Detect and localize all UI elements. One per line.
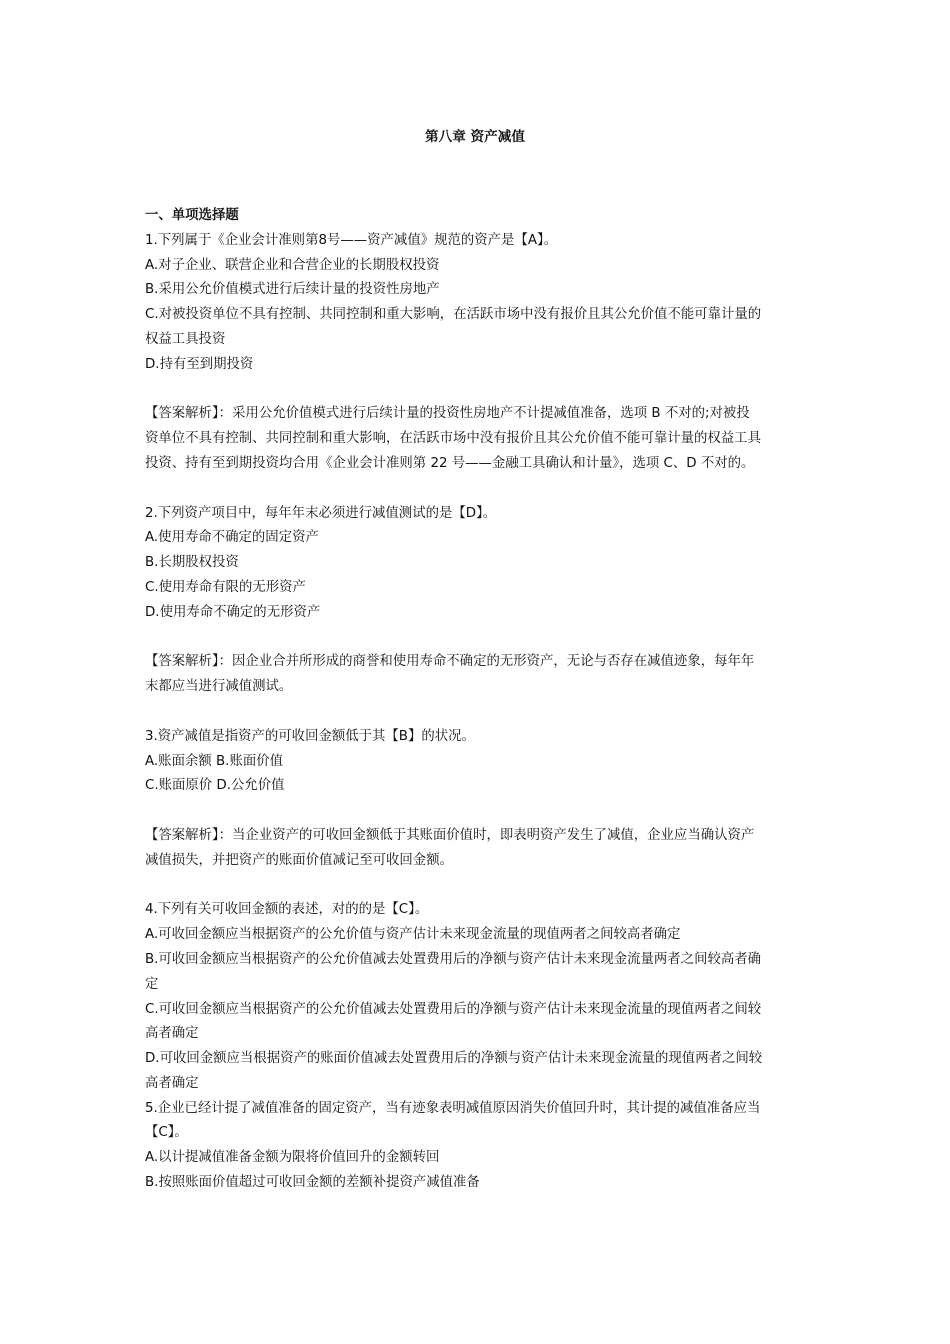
option-d: D.可收回金额应当根据资产的账面价值减去处置费用后的净额与资产估计未来现金流量的现值两者之间较	[145, 1051, 763, 1067]
option-c: C.使用寿命有限的无形资产	[145, 579, 306, 595]
option-d: D.持有至到期投资	[145, 356, 254, 372]
analysis-label: 【答案解析】	[145, 406, 219, 422]
question-5	[145, 1097, 810, 1196]
section-heading: 一、单项选择题	[145, 208, 239, 223]
options-c-d: C.账面原价 D.公允价值	[145, 778, 285, 794]
question-stem: 5.企业已经计提了减值准备的固定资产，当有迹象表明减值原因消失价值回升时，其计提的减值准备应当	[145, 1100, 761, 1116]
option-c: C.可收回金额应当根据资产的公允价值减去处置费用后的净额与资产估计未来现金流量的现值两者之间较	[145, 1001, 762, 1017]
option-a: A.使用寿命不确定的固定资产	[145, 530, 319, 546]
answer-analysis	[145, 402, 810, 476]
option-a: A.以计提减值准备金额为限将价值回升的金额转回	[145, 1150, 440, 1166]
document-body	[145, 204, 810, 1196]
question-stem-continued: 【C】。	[145, 1125, 188, 1141]
analysis-text: ：当企业资产的可收回金额低于其账面价值时，即表明资产发生了减值，企业应当确认资产	[218, 827, 755, 843]
question-2	[145, 502, 810, 700]
answer-analysis	[145, 650, 810, 700]
option-b: B.采用公允价值模式进行后续计量的投资性房地产	[145, 282, 440, 298]
option-b: B.长期股权投资	[145, 555, 239, 571]
answer-analysis	[145, 824, 810, 874]
option-a: A.对子企业、联营企业和合营企业的长期股权投资	[145, 257, 440, 273]
options-a-b: A.账面余额 B.账面价值	[145, 753, 284, 769]
question-stem: 2.下列资产项目中，每年年末必须进行减值测试的是【D】。	[145, 505, 497, 521]
analysis-text: 资单位不具有控制、共同控制和重大影响，在活跃市场中没有报价且其公允价值不能可靠计量的权益工具	[145, 431, 761, 447]
question-stem: 3.资产减值是指资产的可收回金额低于其【B】的状况。	[145, 728, 475, 744]
chapter-title: 第八章 资产减值	[425, 129, 525, 145]
analysis-text: ：采用公允价值模式进行后续计量的投资性房地产不计提减值准备，选项 B 不对的;对被投	[218, 406, 750, 422]
analysis-text: 末都应当进行减值测试。	[145, 679, 293, 695]
analysis-label: 【答案解析】	[145, 827, 219, 843]
option-b: B.按照账面价值超过可收回金额的差额补提资产减值准备	[145, 1175, 480, 1191]
option-b-continued: 定	[145, 976, 159, 992]
analysis-text: 投资、持有至到期投资均合用《企业会计准则第 22 号——金融工具确认和计量》，选项 C、D 不对的。	[145, 455, 755, 471]
question-stem: 4.下列有关可收回金额的表述，对的的是【C】。	[145, 902, 429, 918]
option-d-continued: 高者确定	[145, 1075, 199, 1091]
analysis-label: 【答案解析】	[145, 654, 219, 670]
question-1	[145, 229, 810, 477]
question-3	[145, 725, 810, 874]
option-a: A.可收回金额应当根据资产的公允价值与资产估计未来现金流量的现值两者之间较高者确定	[145, 927, 681, 943]
question-stem: 1.下列属于《企业会计准则第8号——资产减值》规范的资产是【A】。	[145, 232, 558, 248]
analysis-text: 减值损失，并把资产的账面价值减记至可收回金额。	[145, 852, 453, 868]
analysis-text: ：因企业合并所形成的商誉和使用寿命不确定的无形资产，无论与否存在减值迹象，每年年	[218, 654, 755, 670]
option-d: D.使用寿命不确定的无形资产	[145, 604, 321, 620]
option-c: C.对被投资单位不具有控制、共同控制和重大影响，在活跃市场中没有报价且其公允价值不能可靠计量的	[145, 307, 762, 323]
option-b: B.可收回金额应当根据资产的公允价值减去处置费用后的净额与资产估计未来现金流量两者之间较高者确	[145, 951, 762, 967]
option-c-continued: 权益工具投资	[145, 331, 226, 347]
question-4	[145, 898, 810, 1096]
option-c-continued: 高者确定	[145, 1026, 199, 1042]
